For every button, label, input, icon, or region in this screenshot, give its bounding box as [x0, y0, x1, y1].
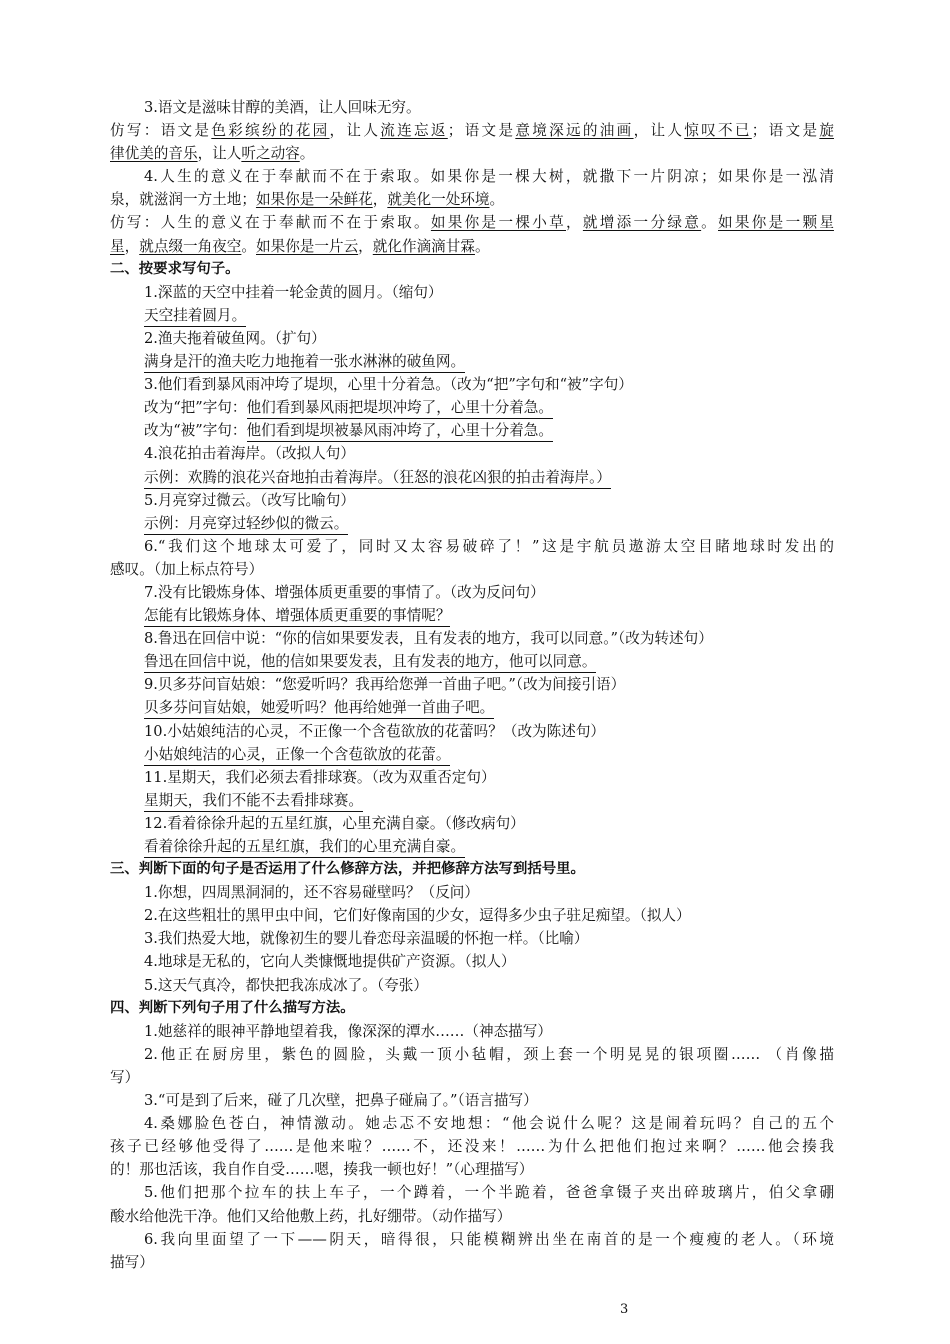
underlined-answer: 如果你是一颗星 — [718, 214, 834, 232]
answer-line — [110, 350, 834, 373]
page-content — [110, 96, 834, 1274]
answer-line — [110, 512, 834, 535]
item-line: 描写） — [110, 1253, 154, 1271]
question-line: 5.月亮穿过微云。（改写比喻句） — [144, 491, 355, 509]
answer-text: 满身是汗的渔夫吃力地拖着一张水淋淋的破鱼网。 — [144, 352, 465, 373]
text-line: 3.语文是滋味甘醇的美酒，让人回味无穷。 — [144, 99, 421, 116]
answer-line — [110, 789, 834, 812]
answer-text: 他们看到暴风雨把堤坝冲垮了，心里十分着急。 — [247, 398, 553, 419]
text-segment: 。 — [489, 191, 505, 209]
question-line: 6.“我们这个地球太可爱了，同时又太容易破碎了！”这是宇航员遨游太空目睹地球时发出的 — [144, 537, 834, 555]
text-line — [110, 235, 834, 258]
question-line: 11.星期天，我们必须去看排球赛。（改为双重否定句） — [144, 768, 496, 786]
item-line: 3.我们热爱大地，就像初生的婴儿眷恋母亲温暖的怀抱一样。（比喻） — [144, 930, 589, 948]
section-heading: 四、判断下列句子用了什么描写方法。 — [110, 999, 355, 1016]
answer-line — [110, 419, 834, 442]
underlined-answer: 惊叹不已 — [684, 122, 752, 140]
answer-line — [110, 835, 834, 858]
underlined-answer: 色彩缤纷的花园 — [211, 122, 330, 140]
text-segment: 泉，就滋润一方土地； — [110, 191, 256, 209]
answer-text: 星期天，我们不能不去看排球赛。 — [144, 791, 363, 812]
answer-label: 改为“把”字句： — [144, 399, 247, 417]
answer-line — [110, 743, 834, 766]
item-line: 1.你想，四周黑洞洞的，还不容易碰壁吗？（反问） — [144, 884, 479, 902]
underlined-answer: 听之动容 — [241, 145, 300, 163]
answer-text: 示例：月亮穿过轻纱似的微云。 — [144, 514, 348, 535]
text-segment: 。 — [701, 214, 719, 232]
answer-text: 他们看到堤坝被暴风雨冲垮了，心里十分着急。 — [247, 421, 553, 442]
question-line: 1.深蓝的天空中挂着一轮金黄的圆月。（缩句） — [144, 283, 443, 301]
answer-text: 小姑娘纯洁的心灵，正像一个含苞欲放的花蕾。 — [144, 745, 450, 766]
text-segment: ， — [124, 237, 140, 255]
text-segment: ， — [358, 237, 373, 255]
text-segment: ， — [372, 191, 388, 209]
text-line — [110, 142, 834, 165]
item-line: 酸水给他洗干净。他们又给他敷上药，扎好绷带。（动作描写） — [110, 1207, 512, 1225]
answer-text: 示例：欢腾的浪花兴奋地拍击着海岸。（狂怒的浪花凶狠的拍击着海岸。） — [144, 468, 611, 489]
text-segment: 仿写：人生的意义在于奉献而不在于索取。 — [110, 214, 431, 232]
underlined-answer: 意境深远的油画 — [515, 122, 634, 140]
question-line: 9.贝多芬问盲姑娘：“您爱听吗？我再给您弹一首曲子吧。”（改为间接引语） — [144, 676, 626, 694]
item-line: 4.地球是无私的，它向人类慷慨地提供矿产资源。（拟人） — [144, 953, 516, 971]
item-line: 4.桑娜脸色苍白，神情激动。她忐忑不安地想：“他会说什么呢？这是闹着玩吗？自己的五个 — [144, 1115, 834, 1133]
underlined-answer: 如果你是一棵小草 — [430, 214, 566, 232]
text-line — [110, 211, 834, 234]
text-segment: 仿写：语文是 — [110, 122, 212, 140]
answer-line — [110, 696, 834, 719]
section-heading: 三、判断下面的句子是否运用了什么修辞方法，并把修辞方法写到括号里。 — [110, 861, 585, 878]
answer-line — [110, 304, 834, 327]
question-line: 4.浪花拍击着海岸。（改拟人句） — [144, 445, 355, 463]
item-line: 2.在这些粗壮的黑甲虫中间，它们好像南国的少女，逗得多少虫子驻足痴望。（拟人） — [144, 907, 691, 925]
item-line: 孩子已经够他受得了……是他来啦？……不，还没来！……为什么把他们抱过来啊？……他会揍我 — [110, 1138, 834, 1156]
question-line: 12.看着徐徐升起的五星红旗，心里充满自豪。（修改病句） — [144, 814, 525, 832]
item-line: 写） — [110, 1068, 140, 1086]
text-line — [110, 188, 834, 211]
answer-text: 看着徐徐升起的五星红旗，我们的心里充满自豪。 — [144, 837, 465, 858]
underlined-answer: 就增添一分绿意 — [582, 214, 702, 232]
text-segment: ，让人 — [197, 145, 242, 163]
item-line: 5.这天气真冷，都快把我冻成冰了。（夸张） — [144, 976, 428, 994]
text-segment: ， — [566, 214, 583, 232]
item-line: 1.她慈祥的眼神平静地望着我，像深深的潭水……（神态描写） — [144, 1022, 552, 1040]
underlined-answer: 就化作滴滴甘霖 — [372, 237, 475, 255]
question-line: 10.小姑娘纯洁的心灵，不正像一个含苞欲放的花蕾吗？（改为陈述句） — [144, 722, 606, 740]
text-segment: ，让人 — [633, 122, 685, 140]
item-line: 3.“可是到了后来，碰了几次壁，把鼻子碰扁了。”（语言描写） — [144, 1092, 538, 1110]
text-line: 4.人生的意义在于奉献而不在于索取。如果你是一棵大树，就撒下一片阴凉；如果你是一泓清 — [144, 168, 834, 186]
text-segment: ；语文是 — [447, 122, 516, 140]
answer-text: 天空挂着圆月。 — [144, 306, 246, 327]
text-segment: ；语文是 — [751, 122, 820, 140]
text-line — [110, 119, 834, 142]
question-line: 感叹。（加上标点符号） — [110, 560, 264, 578]
question-line: 3.他们看到暴风雨冲垮了堤坝，心里十分着急。（改为“把”字句和“被”字句） — [144, 376, 633, 394]
underlined-answer: 律优美的音乐 — [110, 145, 198, 163]
underlined-answer: 流连忘返 — [380, 122, 448, 140]
underlined-answer: 旋 — [819, 122, 834, 140]
item-line: 6.我向里面望了一下——阴天，暗得很，只能模糊辨出坐在南首的是一个瘦瘦的老人。（环境 — [144, 1230, 834, 1248]
underlined-answer: 就点缀一角夜空 — [139, 237, 242, 255]
underlined-answer: 就美化一处环境 — [387, 191, 490, 209]
answer-line — [110, 650, 834, 673]
text-segment: 。 — [241, 237, 256, 255]
text-segment: 。 — [299, 145, 315, 163]
page-number: 3 — [620, 1302, 629, 1317]
answer-line — [110, 466, 834, 489]
answer-text: 贝多芬问盲姑娘，她爱听吗？他再给她弹一首曲子吧。 — [144, 698, 494, 719]
question-line: 8.鲁迅在回信中说：“你的信如果要发表，且有发表的地方，我可以同意。”（改为转述句） — [144, 630, 713, 648]
item-line: 5.他们把那个拉车的扶上车子，一个蹲着，一个半跪着，爸爸拿镊子夹出碎玻璃片，伯父拿硼 — [144, 1184, 834, 1202]
answer-line — [110, 396, 834, 419]
section-heading: 二、按要求写句子。 — [110, 260, 240, 277]
answer-label: 改为“被”字句： — [144, 422, 247, 440]
underlined-answer: 如果你是一片云 — [256, 237, 359, 255]
text-segment: ，让人 — [329, 122, 381, 140]
text-segment: 。 — [474, 237, 490, 255]
question-line: 2.渔夫拖着破鱼网。（扩句） — [144, 329, 326, 347]
item-line: 的！那也活该，我自作自受……嗯，揍我一顿也好！”（心理描写） — [110, 1161, 534, 1179]
underlined-answer: 星 — [110, 237, 125, 255]
question-line: 7.没有比锻炼身体、增强体质更重要的事情了。（改为反问句） — [144, 583, 545, 601]
underlined-answer: 如果你是一朵鲜花 — [255, 191, 373, 209]
item-line: 2.他正在厨房里，紫色的圆脸，头戴一顶小毡帽，颈上套一个明晃晃的银项圈…… （肖像描 — [144, 1045, 834, 1063]
answer-text: 鲁迅在回信中说，他的信如果要发表，且有发表的地方，他可以同意。 — [144, 652, 596, 673]
answer-text: 怎能有比锻炼身体、增强体质更重要的事情呢？ — [144, 606, 450, 627]
answer-line — [110, 604, 834, 627]
